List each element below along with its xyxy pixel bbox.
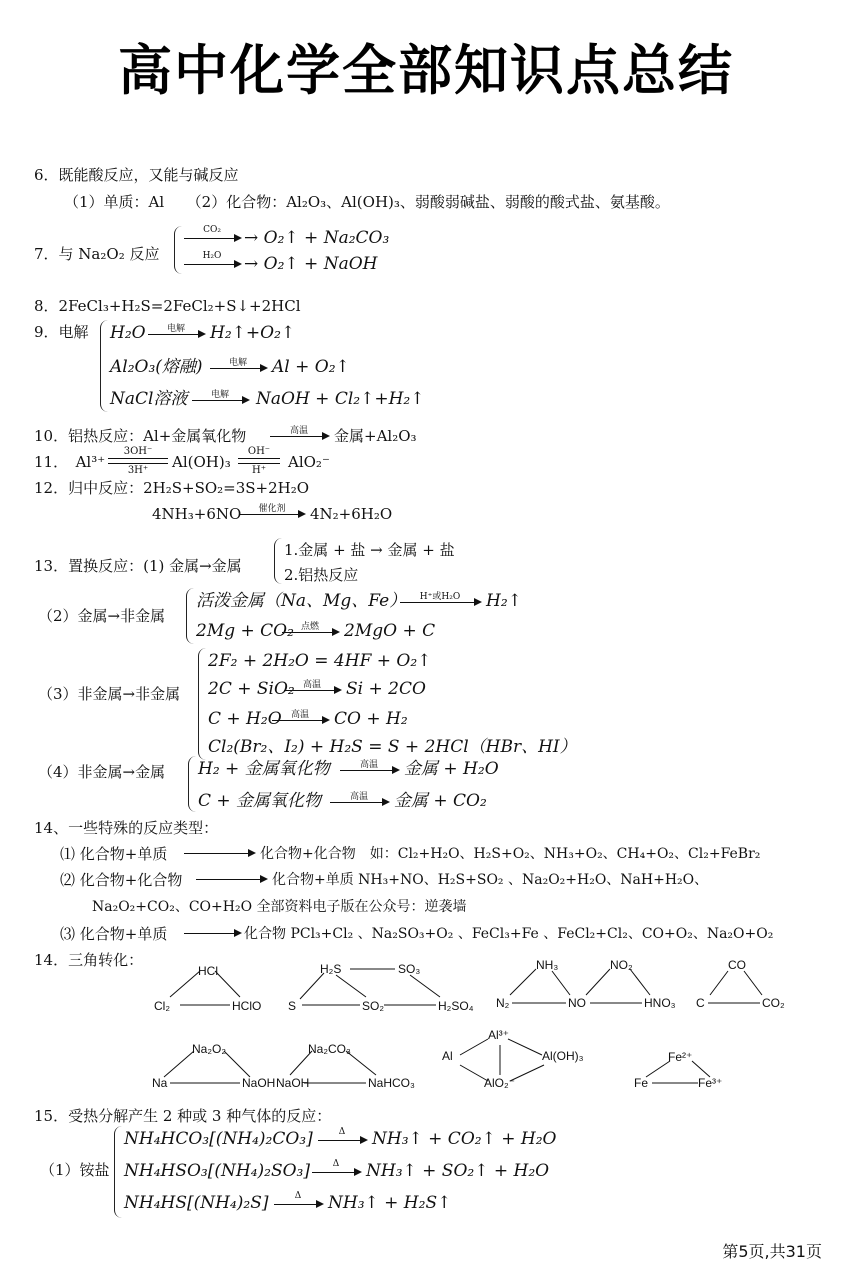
t2-top2: SO₃ xyxy=(398,962,421,976)
s15-heading: 15．受热分解产生 2 种或 3 种气体的反应： xyxy=(34,1107,332,1125)
s10-cond: 高温 xyxy=(289,426,308,436)
t4-right: CO₂ xyxy=(762,996,785,1010)
t6-left: NaOH xyxy=(276,1076,310,1090)
t6-right: NaHCO₃ xyxy=(368,1076,415,1090)
s14a-r1-right: 化合物+化合物 如：Cl₂+H₂O、H₂S+O₂、NH₃+O₂、CH₄+O₂、Cl₂+FeBr₂ xyxy=(260,846,761,862)
s13-brace-4 xyxy=(188,756,197,812)
s9-arrow-1 xyxy=(148,324,204,335)
s13-brace-1 xyxy=(274,538,283,584)
s11-cond-3: OH⁻ xyxy=(247,446,271,457)
s15-l1: NH₄HCO₃[(NH₄)₂CO₃] xyxy=(124,1129,313,1149)
s11-cond-1: 3OH⁻ xyxy=(123,446,153,457)
s13-p3d: Cl₂(Br₂、I₂) + H₂S = S + 2HCl（HBr、HI） xyxy=(208,737,577,757)
s7-brace xyxy=(174,226,183,274)
t7-top: Al³⁺ xyxy=(488,1028,509,1042)
t7-bottom: AlO₂⁻ xyxy=(484,1076,515,1090)
s11-arrow-4 xyxy=(238,463,280,464)
s7-line-1: → O₂↑ + Na₂CO₃ xyxy=(244,228,390,248)
s14a-r3-right: 化合物 PCl₃+Cl₂ 、Na₂SO₃+O₂ 、FeCl₃+Fe 、FeCl₂+Cl₂、CO+O₂、Na₂O+O₂ xyxy=(244,926,774,942)
s13-p2b-result: 2MgO + C xyxy=(344,621,436,641)
s13-heading: 13．置换反应：(1) 金属→金属 xyxy=(34,557,242,575)
t5-top: Na₂O₂ xyxy=(192,1042,226,1056)
s13-p4b-arrow xyxy=(330,792,388,803)
t4-top: CO xyxy=(728,958,746,972)
t3-mid: NO xyxy=(568,996,586,1010)
s13-h1: 1.金属 + 盐 → 金属 + 盐 xyxy=(284,541,455,559)
s15-cond-2: Δ xyxy=(332,1159,340,1169)
s12-left: 4NH₃+6NO xyxy=(152,505,242,523)
s6-line: （1）单质：Al （2）化合物：Al₂O₃、Al(OH)₃、弱酸弱碱盐、弱酸的酸式盐、氨基酸。 xyxy=(64,193,670,211)
s15-l3: NH₄HS[(NH₄)₂S] xyxy=(124,1193,269,1213)
t3-right: HNO₃ xyxy=(644,996,676,1010)
s9-result-3: NaOH + Cl₂↑+H₂↑ xyxy=(256,389,425,409)
page-title: 高中化学全部知识点总结 xyxy=(118,39,734,102)
s13-p4b-result: 金属 + CO₂ xyxy=(394,791,487,811)
t2-top1: H₂S xyxy=(320,962,342,976)
s15-brace xyxy=(114,1126,123,1218)
s13-p2b-cond: 点燃 xyxy=(300,622,319,632)
t2-right: H₂SO₄ xyxy=(438,999,474,1013)
t8-right: Fe³⁺ xyxy=(698,1076,723,1090)
s10-arrow xyxy=(270,426,328,437)
s15-l2: NH₄HSO₃[(NH₄)₂SO₃] xyxy=(124,1161,310,1181)
s12-right: 4N₂+6H₂O xyxy=(310,505,393,523)
s7-line-2: → O₂↑ + NaOH xyxy=(244,254,378,274)
s7-cond-2: H₂O xyxy=(202,251,222,261)
s10-left: 10．铝热反应：Al+金属氧化物 xyxy=(34,427,247,445)
s14a-r3-left: ⑶ 化合物+单质 xyxy=(60,925,168,943)
s14a-r1-arrow xyxy=(184,853,254,854)
s12-arrow xyxy=(240,504,304,515)
t5-right: NaOH xyxy=(242,1076,276,1090)
s13-h2: 2.铝热反应 xyxy=(284,566,359,584)
s9-cond-2: 电解 xyxy=(228,358,247,368)
s9-brace xyxy=(100,320,109,412)
t8-top: Fe²⁺ xyxy=(668,1050,693,1064)
s11-cond-4: H⁺ xyxy=(252,465,266,476)
s7-heading: 7．与 Na₂O₂ 反应 xyxy=(34,245,160,263)
s13-p2b: 2Mg + CO₂ xyxy=(196,621,294,641)
s13-p2a-arrow xyxy=(400,592,480,603)
s13-p4: （4）非金属→金属 xyxy=(38,763,166,781)
t3-left: N₂ xyxy=(496,996,510,1010)
s13-p3c-cond: 高温 xyxy=(290,710,309,720)
s11-arrow-3 xyxy=(238,458,280,459)
s11-b: Al(OH)₃ xyxy=(172,453,231,471)
s13-p2a-result: H₂↑ xyxy=(486,591,522,611)
s7-arrow-2 xyxy=(184,251,240,265)
s14a-r3-arrow xyxy=(184,933,240,934)
s13-p4a-arrow xyxy=(340,760,398,771)
t1-top: HCl xyxy=(198,964,218,978)
s14a-r2-left: ⑵ 化合物+化合物 xyxy=(60,871,183,889)
s12-line-1: 12．归中反应：2H₂S+SO₂=3S+2H₂O xyxy=(34,479,310,497)
s15-l2-arrow xyxy=(312,1159,360,1173)
s13-p3b: 2C + SiO₂ xyxy=(208,679,295,699)
t6-top: Na₂CO₃ xyxy=(308,1042,351,1056)
s11-a: 11． Al³⁺ xyxy=(34,453,106,471)
s14b-heading: 14．三角转化： xyxy=(34,951,144,969)
t3-top1: NH₃ xyxy=(536,958,559,972)
s13-p2b-arrow xyxy=(282,622,338,633)
t2-left: S xyxy=(288,999,297,1013)
s13-brace-3 xyxy=(198,648,207,760)
s15-l3-result: NH₃↑ + H₂S↑ xyxy=(328,1193,452,1213)
s15-l2-result: NH₃↑ + SO₂↑ + H₂O xyxy=(366,1161,550,1181)
s13-p2a-cond: H⁺或H₂O xyxy=(419,592,461,602)
s9-arrow-2 xyxy=(210,358,266,369)
page-number: 第5页,共31页 xyxy=(722,1242,822,1261)
t5-left: Na xyxy=(152,1076,168,1090)
s15-cond-1: Δ xyxy=(338,1127,346,1137)
s13-p4b-cond: 高温 xyxy=(349,792,368,802)
s9-heading: 9．电解 xyxy=(34,323,89,341)
s10-right: 金属+Al₂O₃ xyxy=(334,427,417,445)
s7-cond-1: CO₂ xyxy=(203,225,221,235)
s13-p3: （3）非金属→非金属 xyxy=(38,685,181,703)
s6-heading: 6．既能酸反应，又能与碱反应 xyxy=(34,166,239,184)
t2-mid: SO₂ xyxy=(362,999,384,1013)
s7-arrow-1 xyxy=(184,225,240,239)
t1-left: Cl₂ xyxy=(154,999,170,1013)
s9-line-1: H₂O xyxy=(110,323,146,343)
s11-arrow-2 xyxy=(108,463,168,464)
s14a-heading: 14、一些特殊的反应类型： xyxy=(34,819,219,837)
s13-p2: （2）金属→非金属 xyxy=(38,607,166,625)
s14a-r2-arrow xyxy=(196,879,266,880)
s9-result-2: Al + O₂↑ xyxy=(272,357,350,377)
s13-p4a-cond: 高温 xyxy=(359,760,378,770)
s8-line: 8．2FeCl₃+H₂S=2FeCl₂+S↓+2HCl xyxy=(34,297,301,315)
s13-p3c-result: CO + H₂ xyxy=(334,709,408,729)
t4-left: C xyxy=(696,996,705,1010)
s13-p4b: C + 金属氧化物 xyxy=(198,791,322,811)
s9-result-1: H₂↑+O₂↑ xyxy=(210,323,296,343)
s12-cond: 催化剂 xyxy=(258,504,286,514)
s15-l1-result: NH₃↑ + CO₂↑ + H₂O xyxy=(372,1129,557,1149)
s13-p3c-arrow xyxy=(272,710,328,721)
s13-p2a: 活泼金属（Na、Mg、Fe） xyxy=(196,591,407,611)
t7-right: Al(OH)₃ xyxy=(542,1049,584,1063)
s9-line-2: Al₂O₃(熔融) xyxy=(110,357,203,377)
s9-arrow-3 xyxy=(192,390,248,401)
s13-p3b-cond: 高温 xyxy=(302,680,321,690)
triangle-diagrams xyxy=(140,955,820,1105)
s11-cond-2: 3H⁺ xyxy=(127,465,149,476)
s13-p3b-arrow xyxy=(284,680,340,691)
s14a-r1-left: ⑴ 化合物+单质 xyxy=(60,845,168,863)
s11-c: AlO₂⁻ xyxy=(288,453,330,471)
s11-arrow-1 xyxy=(108,458,168,459)
t1-right: HClO xyxy=(232,999,262,1013)
s9-line-3: NaCl溶液 xyxy=(110,389,188,409)
s14a-r2-cont: Na₂O₂+CO₂、CO+H₂O 全部资料电子版在公众号：逆袭墙 xyxy=(92,899,467,915)
t8-left: Fe xyxy=(634,1076,649,1090)
s15-l1-arrow xyxy=(318,1127,366,1141)
s15-l3-arrow xyxy=(274,1191,322,1205)
s9-cond-3: 电解 xyxy=(210,390,229,400)
s14a-r2-right: 化合物+单质 NH₃+NO、H₂S+SO₂ 、Na₂O₂+H₂O、NaH+H₂O、 xyxy=(272,872,709,888)
s13-p4a: H₂ + 金属氧化物 xyxy=(198,759,330,779)
s13-p3a: 2F₂ + 2H₂O = 4HF + O₂↑ xyxy=(208,651,432,671)
s9-cond-1: 电解 xyxy=(166,324,185,334)
s13-p3b-result: Si + 2CO xyxy=(346,679,426,699)
s15-p1: （1）铵盐 xyxy=(40,1161,110,1179)
s15-cond-3: Δ xyxy=(294,1191,302,1201)
t3-top2: NO₂ xyxy=(610,958,633,972)
t7-left: Al xyxy=(442,1049,453,1063)
s13-brace-2 xyxy=(186,588,195,644)
s13-p4a-result: 金属 + H₂O xyxy=(404,759,499,779)
s13-p3c: C + H₂O xyxy=(208,709,282,729)
